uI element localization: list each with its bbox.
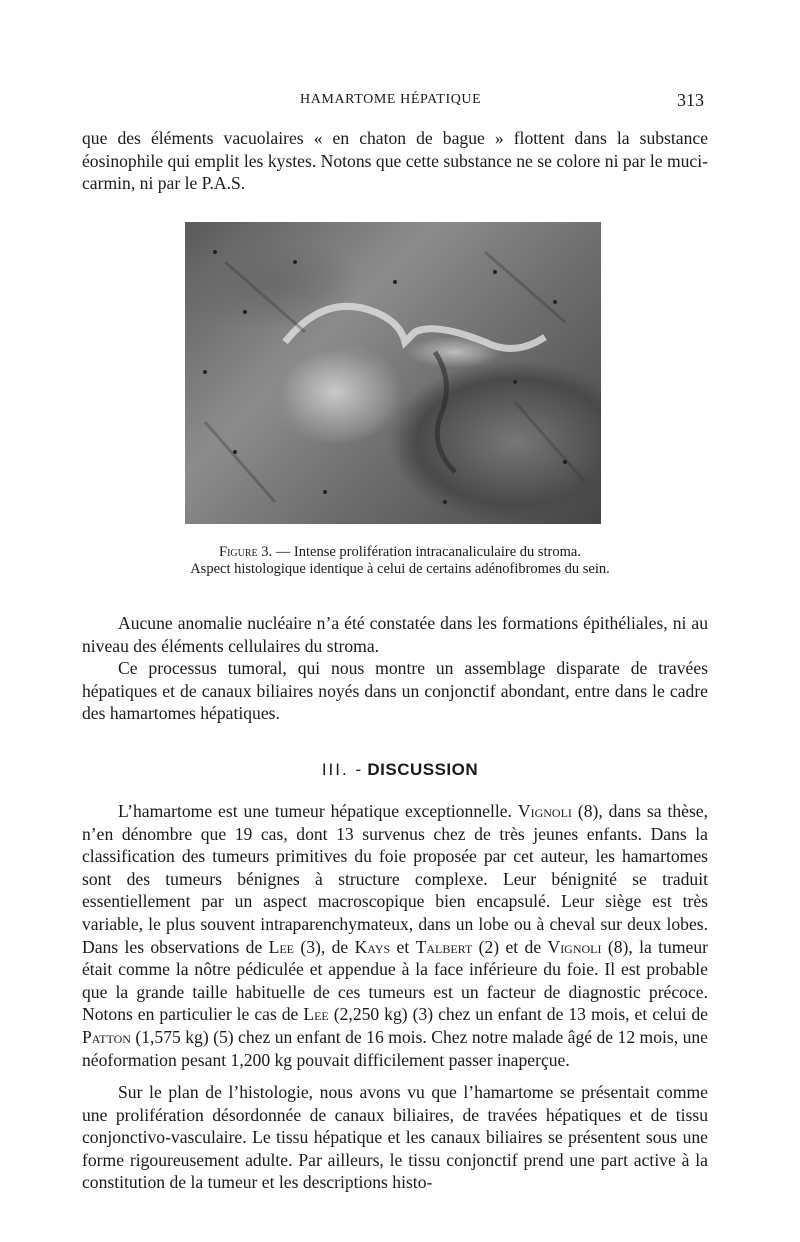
text-run: (8), la tumeur était comme la nôtre pédiculée et appendue à la face inférieure du foie. Il est probable que la grande taille habituelle de ces tumeurs est un facteur de diagnostic précoce. Notons en particulier le cas de — [82, 936, 708, 1025]
section-number: III. - — [321, 760, 364, 779]
histology-micrograph — [185, 222, 601, 524]
author-lee: Lee — [268, 936, 295, 957]
micrograph-texture — [185, 222, 601, 524]
section-heading — [0, 760, 800, 780]
figure-label: Figure — [219, 544, 258, 560]
text-run: (3), de — [300, 936, 349, 957]
paragraph-2: Aucune anomalie nucléaire n’a été constatée dans les formations épithéliales, ni au niveau des éléments cellulaires du stroma. — [82, 613, 708, 656]
text-run: L’hamartome est une tumeur hépatique exceptionnelle. — [118, 801, 512, 821]
paragraph-3: Ce processus tumoral, qui nous montre un assemblage disparate de travées hépatiques et de canaux biliaires noyés dans un conjonctif abondant, entre dans le cadre des hamartomes hépatiques. — [82, 658, 708, 724]
running-title: HAMARTOME HÉPATIQUE — [300, 92, 482, 107]
text-run: et — [396, 936, 410, 957]
author-talbert: Talbert — [415, 936, 473, 957]
author-lee: Lee — [303, 1004, 329, 1025]
text-run: (1,575 kg) (5) chez un enfant de 16 mois. Chez notre malade âgé de 12 mois, une néoformation pesant 1,200 kg pouvait difficilement passer inaperçue. — [82, 1026, 708, 1070]
author-patton: Patton — [82, 1026, 131, 1047]
section-title: DISCUSSION — [367, 760, 479, 779]
text-run: (2) et de — [478, 936, 542, 957]
text-run: (2,250 kg) (3) chez un enfant de 13 mois, et celui de — [333, 1004, 708, 1025]
author-kays: Kays — [354, 936, 391, 957]
paragraph-1: que des éléments vacuolaires « en chaton de bague » flottent dans la substance éosinophile qui emplit les kystes. Notons que cette substance ne se colore ni par le muci-carmin, ni par le P.A.S. — [82, 128, 708, 194]
paragraph-5: Sur le plan de l’histologie, nous avons vu que l’hamartome se présentait comme une prolifération désordonnée de canaux biliaires, de travées hépatiques et de tissu conjonctivo-vasculaire. Le tissu hépatique et les canaux biliaires se présentent sous une forme rigoureusement adulte. Par ailleurs, le tissu conjonctif prend une part active à la constitution de la tumeur et les descriptions histo- — [82, 1082, 708, 1193]
page-number: 313 — [677, 90, 704, 110]
figure-caption-line-2: Aspect histologique identique à celui de certains adénofibromes du sein. — [190, 561, 610, 577]
author-vignoli: Vignoli — [517, 801, 572, 821]
author-vignoli: Vignoli — [547, 936, 602, 957]
text-run: (8), dans sa thèse, n’en dénombre que 19 cas, dont 13 survenus chez de très jeunes enfants. Dans la classification des tumeurs primitives du foie proposée par cet auteur, les hamartomes sont des tumeurs bénignes à structure complexe. Leur bénignité se traduit essentiellement par un aspect macroscopique bien encapsulé. Leur siège est très variable, le plus souvent intraparenchymateux, dans un lobe ou à cheval sur deux lobes. Dans les observations de — [82, 801, 708, 957]
figure-caption-text: 3. — Intense prolifération intracanaliculaire du stroma. — [261, 544, 581, 560]
figure-caption-line-1 — [120, 544, 680, 561]
paragraph-4 — [82, 800, 708, 1071]
